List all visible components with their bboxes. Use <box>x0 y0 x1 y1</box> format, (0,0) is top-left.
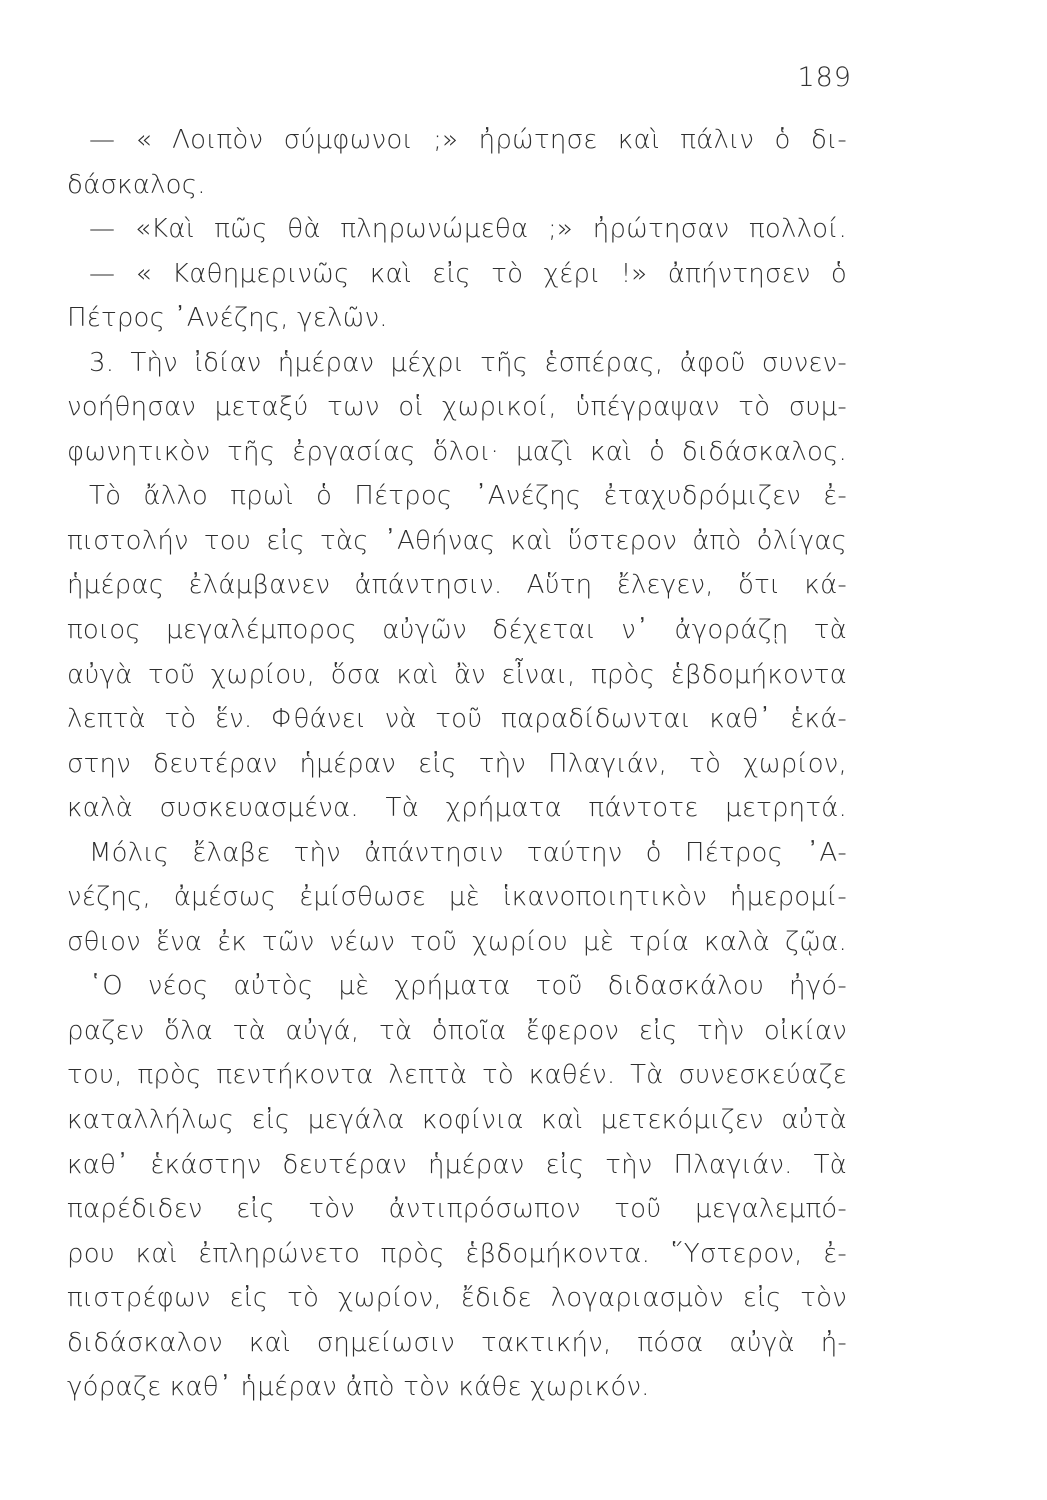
text-line: ραζεν ὅλα τὰ αὐγά, τὰ ὁποῖα ἔφερον εἰς τὴν οἰκίαν <box>67 1015 847 1046</box>
text-line: νέζης, ἀμέσως ἐμίσθωσε μὲ ἱκανοποιητικὸν ἡμερομί- <box>67 882 847 913</box>
text-line: παρέδιδεν εἰς τὸν ἀντιπρόσωπον τοῦ μεγαλεμπό- <box>67 1194 847 1225</box>
text-line: νοήθησαν μεταξύ των οἱ χωρικοί, ὑπέγραψαν τὸ συμ- <box>67 392 847 423</box>
text-line: αὐγὰ τοῦ χωρίου, ὅσα καὶ ἂν εἶναι, πρὸς ἑβδομήκοντα <box>67 659 847 690</box>
text-line: δάσκαλος. <box>67 169 206 200</box>
text-line: του, πρὸς πεντήκοντα λεπτὰ τὸ καθέν. Τὰ συνεσκεύαζε <box>67 1060 847 1091</box>
text-line: καθ᾿ ἑκάστην δευτέραν ἡμέραν εἰς τὴν Πλαγιάν. Τὰ <box>67 1149 847 1180</box>
text-line: ἡμέρας ἐλάμβανεν ἀπάντησιν. Αὕτη ἔλεγεν, ὅτι κά- <box>67 570 847 601</box>
text-line: πιστρέφων εἰς τὸ χωρίον, ἔδιδε λογαριασμὸν εἰς τὸν <box>67 1283 847 1314</box>
text-line: σθιον ἕνα ἐκ τῶν νέων τοῦ χωρίου μὲ τρία καλὰ ζῷα. <box>67 926 847 957</box>
text-line: — « Λοιπὸν σύμφωνοι ;» ἠρώτησε καὶ πάλιν ὁ δι- <box>89 125 847 155</box>
text-line: ποιος μεγαλέμπορος αὐγῶν δέχεται ν᾿ ἀγοράζῃ τὰ <box>67 615 847 646</box>
text-line: Πέτρος ᾿Ανέζης, γελῶν. <box>67 303 388 334</box>
text-line: φωνητικὸν τῆς ἐργασίας ὅλοι· μαζὶ καὶ ὁ διδάσκαλος. <box>67 436 847 467</box>
text-line: γόραζε καθ᾿ ἡμέραν ἀπὸ τὸν κάθε χωρικόν. <box>67 1372 650 1403</box>
text-line: Μόλις ἔλαβε τὴν ἀπάντησιν ταύτην ὁ Πέτρος ᾿Α- <box>89 837 847 868</box>
text-line: καλὰ συσκευασμένα. Τὰ χρήματα πάντοτε μετρητά. <box>67 793 847 824</box>
text-line: λεπτὰ τὸ ἕν. Φθάνει νὰ τοῦ παραδίδωνται καθ᾿ ἑκά- <box>67 704 847 735</box>
page-number: 189 <box>797 62 852 93</box>
text-line: ῾Ο νέος αὐτὸς μὲ χρήματα τοῦ διδασκάλου ἠγό- <box>89 971 847 1002</box>
text-line: στην δευτέραν ἡμέραν εἰς τὴν Πλαγιάν, τὸ χωρίον, <box>67 748 847 779</box>
text-line: πιστολήν του εἰς τὰς ᾿Αθήνας καὶ ὕστερον ἀπὸ ὀλίγας <box>67 525 847 556</box>
text-line: διδάσκαλον καὶ σημείωσιν τακτικήν, πόσα αὐγὰ ἠ- <box>67 1327 847 1358</box>
text-line: — « Καθημερινῶς καὶ εἰς τὸ χέρι !» ἀπήντησεν ὁ <box>89 258 847 289</box>
text-line: Τὸ ἄλλο πρωὶ ὁ Πέτρος ᾿Ανέζης ἐταχυδρόμιζεν ἐ- <box>89 481 847 512</box>
text-line: 3. Τὴν ἰδίαν ἡμέραν μέχρι τῆς ἑσπέρας, ἀφοῦ συνεν- <box>89 347 847 378</box>
text-line: ρου καὶ ἐπληρώνετο πρὸς ἑβδομήκοντα. ῞Υστερον, ἐ- <box>67 1238 847 1269</box>
text-line: καταλλήλως εἰς μεγάλα κοφίνια καὶ μετεκόμιζεν αὐτὰ <box>67 1105 847 1136</box>
text-line: — «Καὶ πῶς θὰ πληρωνώμεθα ;» ἠρώτησαν πολλοί. <box>89 214 847 245</box>
body-text <box>67 118 847 1410</box>
